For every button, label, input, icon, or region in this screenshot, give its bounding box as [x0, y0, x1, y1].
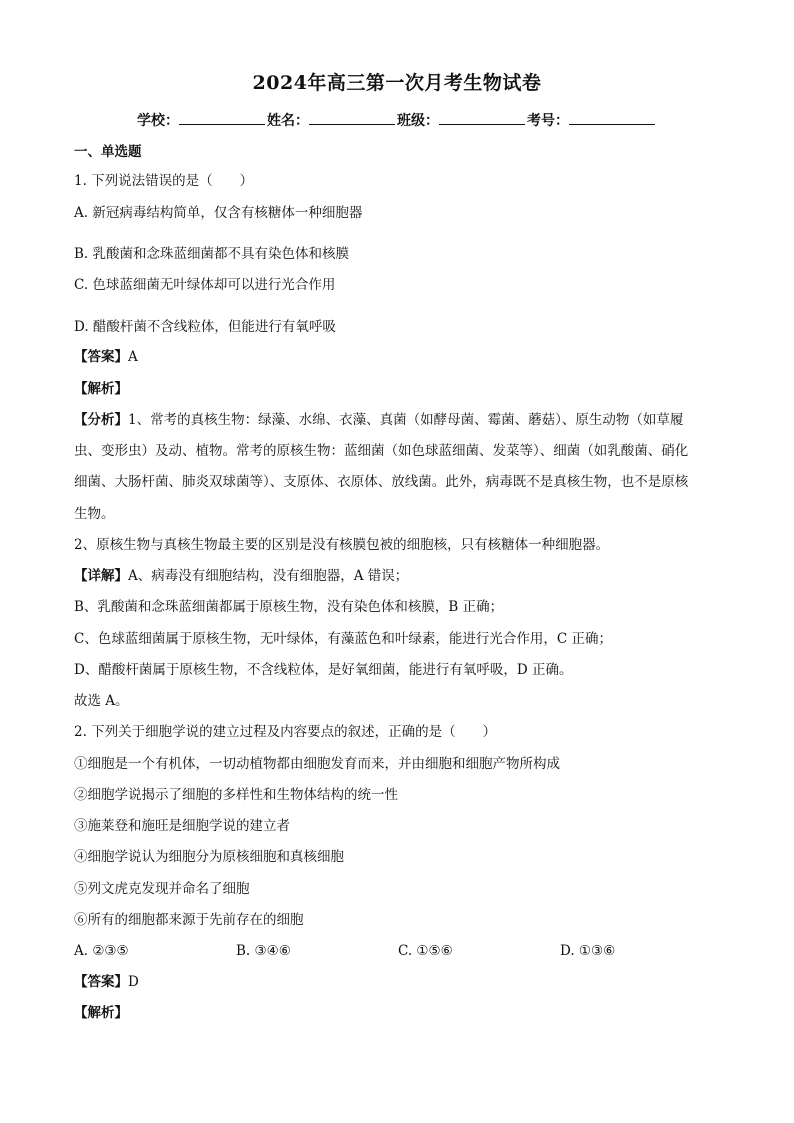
q1-detail-line: D、醋酸杆菌属于原核生物，不含线粒体，是好氧细菌，能进行有氧呼吸，D 正确。 — [74, 662, 573, 678]
q1-option-c: C. 色球蓝细菌无叶绿体却可以进行光合作用 — [74, 277, 336, 293]
q1-option-b: B. 乳酸菌和念珠蓝细菌都不具有染色体和核膜 — [74, 246, 350, 262]
q2-statement: ②细胞学说揭示了细胞的多样性和生物体结构的统一性 — [74, 787, 398, 803]
exam-number-blank[interactable] — [569, 108, 655, 125]
name-blank[interactable] — [309, 108, 395, 125]
detail-tag: 【详解】 — [74, 568, 128, 584]
q2-option-d: D. ①③⑥ — [560, 943, 616, 959]
class-label: 班级： — [397, 113, 439, 129]
exam-title: 2024年高三第一次月考生物试卷 — [252, 72, 542, 94]
class-field[interactable] — [397, 108, 527, 130]
class-blank[interactable] — [439, 108, 525, 125]
q1-option-d: D. 醋酸杆菌不含线粒体，但能进行有氧呼吸 — [74, 319, 336, 335]
answer-tag: 【答案】 — [74, 349, 128, 365]
student-info-row — [0, 108, 794, 130]
q1-stem: 1. 下列说法错误的是（ ） — [74, 173, 254, 189]
q2-options — [74, 942, 724, 960]
q2-stem: 2. 下列关于细胞学说的建立过程及内容要点的叙述，正确的是（ ） — [74, 724, 497, 740]
school-label: 学校： — [137, 113, 179, 129]
q2-option-c: C. ①⑤⑥ — [398, 943, 453, 959]
q1-conclusion: 故选 A。 — [74, 693, 129, 709]
q1-analysis-line: 【分析】1、常考的真核生物：绿藻、水绵、衣藻、真菌（如酵母菌、霉菌、蘑菇）、原生动物（如草履 — [74, 412, 684, 428]
answer-tag: 【答案】 — [74, 974, 128, 990]
q1-answer — [74, 348, 724, 366]
q2-answer — [74, 973, 724, 991]
q2-statement: ③施莱登和施旺是细胞学说的建立者 — [74, 818, 290, 834]
analysis-tag: 【分析】 — [74, 412, 128, 428]
q2-option-a: A. ②③⑤ — [74, 943, 129, 959]
q1-detail-line: C、色球蓝细菌属于原核生物，无叶绿体，有藻蓝色和叶绿素，能进行光合作用，C 正确； — [74, 631, 612, 647]
q1-detail-line: B、乳酸菌和念珠蓝细菌都属于原核生物，没有染色体和核膜，B 正确； — [74, 599, 504, 615]
q2-statement: ⑥所有的细胞都来源于先前存在的细胞 — [74, 912, 304, 928]
q2-statement: ④细胞学说认为细胞分为原核细胞和真核细胞 — [74, 849, 344, 865]
q2-statement: ⑤列文虎克发现并命名了细胞 — [74, 881, 250, 897]
school-field[interactable] — [137, 108, 267, 130]
answer-value: D — [128, 974, 139, 990]
exam-number-field[interactable] — [527, 108, 657, 130]
q1-analysis-line: 生物。 — [74, 506, 115, 522]
q1-analysis-line: 2、原核生物与真核生物最主要的区别是没有核膜包被的细胞核，只有核糖体一种细胞器。 — [74, 537, 610, 553]
q2-analysis-label: 【解析】 — [74, 1005, 128, 1021]
name-field[interactable] — [267, 108, 397, 130]
q1-analysis-label: 【解析】 — [74, 381, 128, 397]
q1-analysis-line: 细菌、大肠杆菌、肺炎双球菌等）、支原体、衣原体、放线菌。此外，病毒既不是真核生物，也不是原核 — [74, 474, 689, 490]
q1-detail-line: 【详解】A、病毒没有细胞结构，没有细胞器，A 错误； — [74, 568, 409, 584]
q1-option-a: A. 新冠病毒结构简单，仅含有核糖体一种细胞器 — [74, 205, 363, 221]
section-heading: 一、单选题 — [74, 144, 142, 160]
name-label: 姓名： — [267, 113, 309, 129]
q2-statement: ①细胞是一个有机体，一切动植物都由细胞发育而来，并由细胞和细胞产物所构成 — [74, 756, 560, 772]
q1-analysis-line: 虫、变形虫）及动、植物。常考的原核生物：蓝细菌（如色球蓝细菌、发菜等）、细菌（如乳酸菌、硝化 — [74, 443, 689, 459]
q2-option-b: B. ③④⑥ — [236, 943, 291, 959]
answer-value: A — [128, 349, 138, 365]
school-blank[interactable] — [179, 108, 265, 125]
exam-number-label: 考号： — [527, 113, 569, 129]
